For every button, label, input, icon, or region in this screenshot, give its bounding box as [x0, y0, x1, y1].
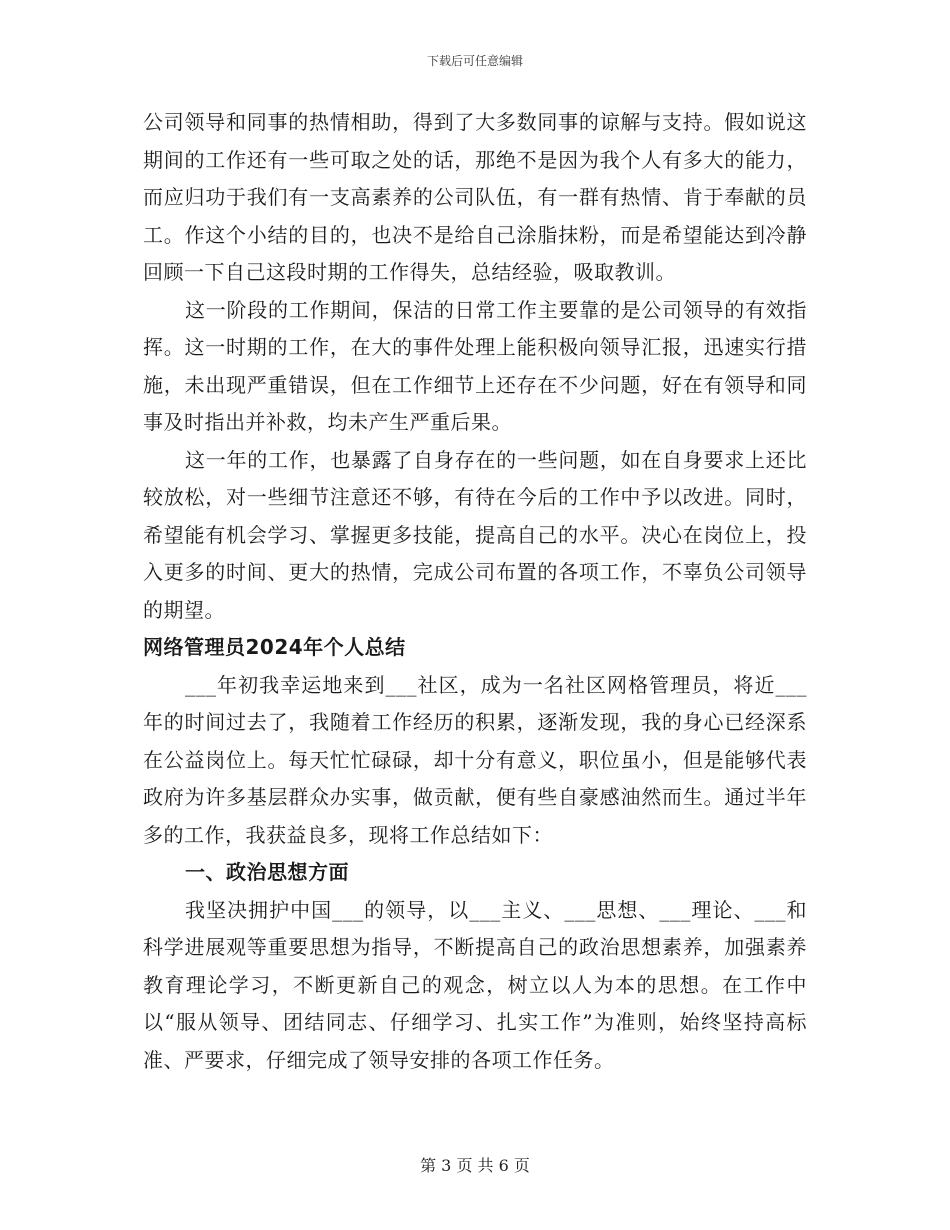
paragraph-5: 我坚决拥护中国___的领导，以___主义、___思想、___理论、___和科学进展观等重要思想为指导，不断提高自己的政治思想素养，加强素养教育理论学习，不断更新自己的观念，树立以人为本的思想。在工作中以“服从领导、团结同志、仔细学习、扎实工作”为准则，始终坚持高标准、严要求，仔细完成了领导安排的各项工作任务。: [143, 897, 807, 1072]
paragraph-4: ___年初我幸运地来到___社区，成为一名社区网格管理员，将近___年的时间过去了，我随着工作经历的积累，逐渐发现，我的身心已经深系在公益岗位上。每天忙忙碌碌，却十分有意义，职位虽小，但是能够代表政府为许多基层群众办实事，做贡献，便有些自豪感油然而生。通过半年多的工作，我获益良多，现将工作总结如下：: [143, 672, 807, 847]
paragraph-1: 公司领导和同事的热情相助，得到了大多数同事的谅解与支持。假如说这期间的工作还有一些可取之处的话，那绝不是因为我个人有多大的能力，而应归功于我们有一支高素养的公司队伍，有一群有热情、肯于奉献的员工。作这个小结的目的，也决不是给自己涂脂抹粉，而是希望能达到冷静回顾一下自己这段时期的工作得失，总结经验，吸取教训。: [143, 110, 807, 284]
document-body: [143, 104, 807, 1079]
subheading-politics: 一、政治思想方面: [185, 860, 349, 884]
section-title: 网络管理员2024年个人总结: [143, 635, 406, 659]
paragraph-2: 这一阶段的工作期间，保洁的日常工作主要靠的是公司领导的有效指挥。这一时期的工作，在大的事件处理上能积极向领导汇报，迅速实行措施，未出现严重错误，但在工作细节上还存在不少问题，好在有领导和同事及时指出并补救，均未产生严重后果。: [143, 297, 807, 434]
page-footer: 第 3 页 共 6 页: [420, 1156, 530, 1175]
page-header: 下载后可任意编辑: [426, 54, 523, 68]
paragraph-3: 这一年的工作，也暴露了自身存在的一些问题，如在自身要求上还比较放松，对一些细节注意还不够，有待在今后的工作中予以改进。同时，希望能有机会学习、掌握更多技能，提高自己的水平。决心在岗位上，投入更多的时间、更大的热情，完成公司布置的各项工作，不辜负公司领导的期望。: [143, 447, 807, 622]
